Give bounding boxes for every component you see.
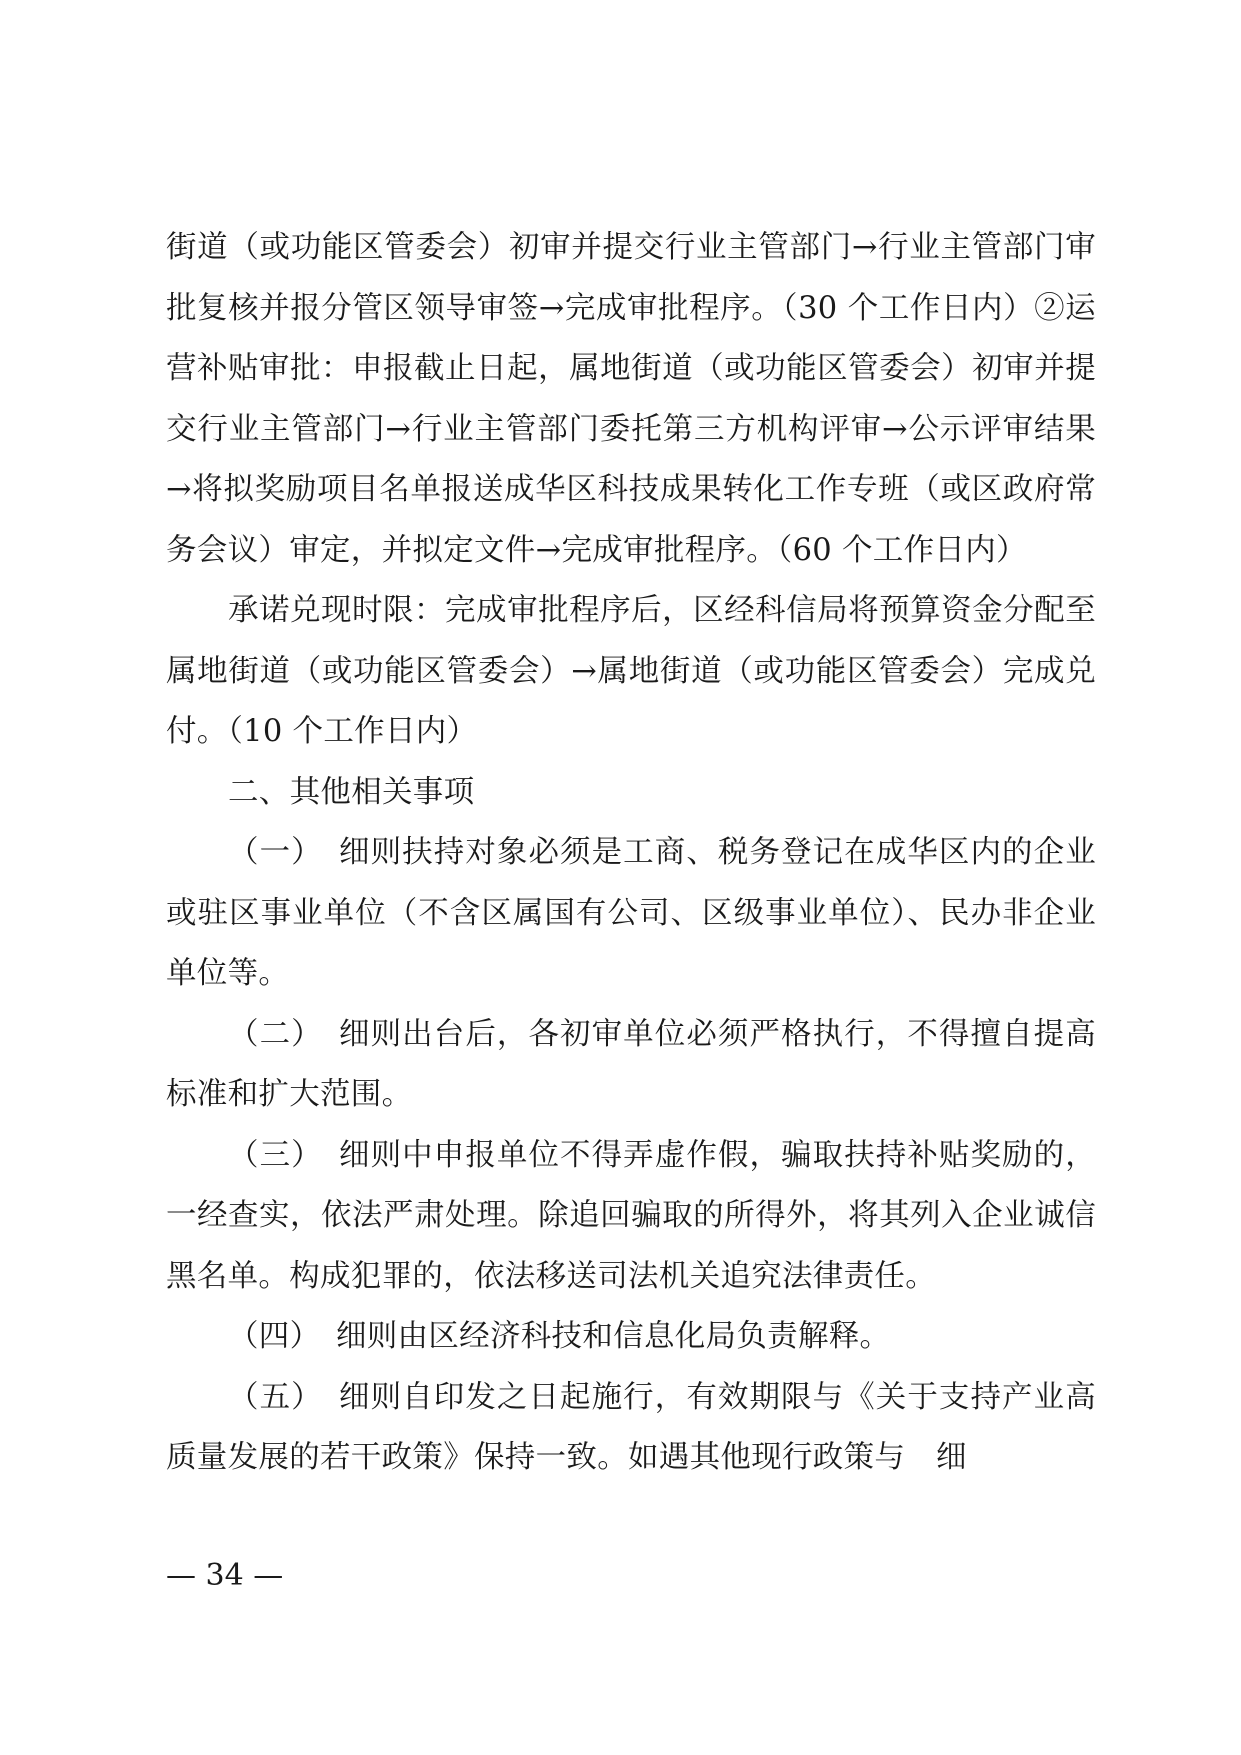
paragraph-redemption-deadline: 承诺兑现时限：完成审批程序后，区经科信局将预算资金分配至属地街道（或功能区管委会）→属地街道（或功能区管委会）完成兑付。（10 个工作日内） [166, 593, 1096, 749]
paragraph-item-1: （一） 细则扶持对象必须是工商、税务登记在成华区内的企业或驻区事业单位（不含区属国有公司、区级事业单位）、民办非企业单位等。 [166, 835, 1096, 991]
page-number: — 34 — [166, 1558, 284, 1593]
paragraph-approval-process: 街道（或功能区管委会）初审并提交行业主管部门→行业主管部门审批复核并报分管区领导审签→完成审批程序。（30 个工作日内）②运营补贴审批：申报截止日起，属地街道（或功能区管委会）初审并提交行业主管部门→行业主管部门委托第三方机构评审→公示评审结果→将拟奖励项目名单报送成华区科技成果转化工作专班（或区政府常务会议）审定，并拟定文件→完成审批程序。（60 个工作日内） [166, 230, 1096, 568]
paragraph-item-4: （四） 细则由区经济科技和信息化局负责解释。 [228, 1319, 891, 1354]
paragraph-item-5: （五） 细则自印发之日起施行，有效期限与《关于支持产业高质量发展的若干政策》保持一致。如遇其他现行政策与 细 [166, 1379, 1096, 1475]
section-heading-other-matters: 二、其他相关事项 [228, 774, 475, 810]
document-body [166, 218, 1096, 1489]
paragraph-item-3: （三） 细则中申报单位不得弄虚作假，骗取扶持补贴奖励的，一经查实，依法严肃处理。除追回骗取的所得外，将其列入企业诚信黑名单。构成犯罪的，依法移送司法机关追究法律责任。 [166, 1137, 1096, 1294]
paragraph-item-2: （二） 细则出台后，各初审单位必须严格执行，不得擅自提高标准和扩大范围。 [166, 1016, 1096, 1112]
